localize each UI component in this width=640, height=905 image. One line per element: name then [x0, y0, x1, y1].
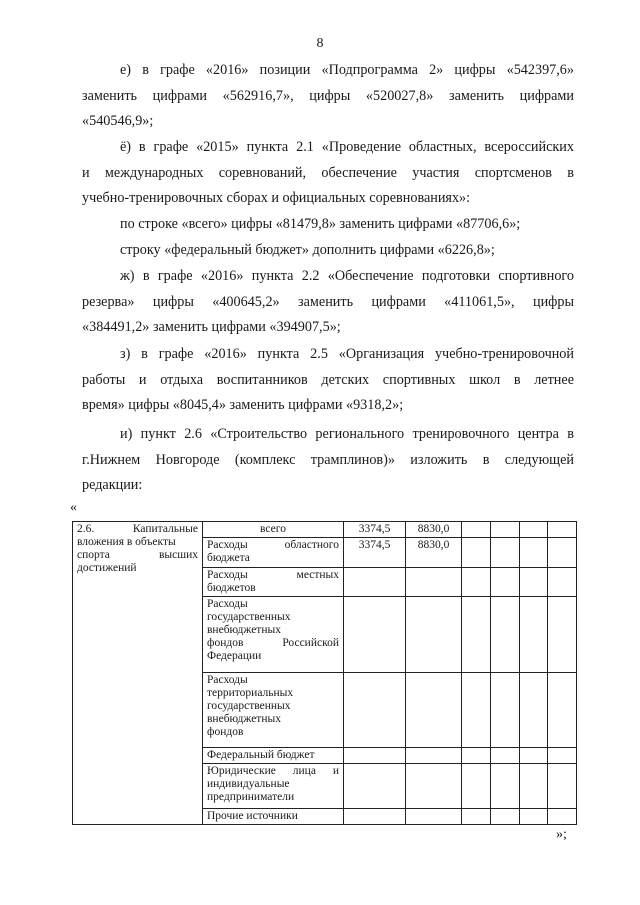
- category-cell: Расходы государственных внебюджетных фондов Российской Федерации: [203, 597, 344, 673]
- category-cell: Расходы местных бюджетов: [203, 568, 344, 597]
- value-2015-cell: [344, 809, 406, 825]
- paragraph-i: и) пункт 2.6 «Строительство регионального тренировочного центра в г.Нижнем Новгороде (комплекс трамплинов)» изложить в следующей редакции:: [82, 426, 574, 493]
- value-2016-cell: [406, 764, 462, 809]
- paragraph-vsego: по строке «всего» цифры «81479,8» заменить цифрами «87706,6»;: [120, 216, 521, 232]
- value-2016-cell: [406, 748, 462, 764]
- quote-open: «: [70, 500, 77, 515]
- category-cell: всего: [203, 522, 344, 538]
- value-2015-cell: [344, 748, 406, 764]
- page-number: 8: [316, 36, 324, 51]
- quote-close: »;: [556, 827, 567, 842]
- value-2016-cell: 8830,0: [406, 538, 462, 568]
- category-cell: Расходы территориальных государственных внебюджетных фондов: [203, 673, 344, 748]
- value-2016-cell: [406, 809, 462, 825]
- value-2015-cell: [344, 764, 406, 809]
- paragraph-z: з) в графе «2016» пункта 2.5 «Организация учебно-тренировочной работы и отдыха воспитанников детских спортивных школ в летнее время» цифры «8045,4» заменить цифрами «9318,2»;: [82, 346, 574, 413]
- value-2016-cell: 8830,0: [406, 522, 462, 538]
- program-table: [72, 521, 577, 825]
- value-2015-cell: 3374,5: [344, 538, 406, 568]
- value-2015-cell: 3374,5: [344, 522, 406, 538]
- value-2016-cell: [406, 673, 462, 748]
- value-2015-cell: [344, 568, 406, 597]
- value-2016-cell: [406, 568, 462, 597]
- category-cell: Прочие источники: [203, 809, 344, 825]
- paragraph-e: е) в графе «2016» позиции «Подпрограмма 2» цифры «542397,6» заменить цифрами «562916,7», цифры «520027,8» заменить цифрами «540546,9»;: [82, 62, 574, 129]
- category-cell: Юридические лица и индивидуальные предприниматели: [203, 764, 344, 809]
- category-cell: Федеральный бюджет: [203, 748, 344, 764]
- table-row: [73, 522, 577, 538]
- paragraph-federal: строку «федеральный бюджет» дополнить цифрами «6226,8»;: [120, 242, 495, 258]
- paragraph-yo: ё) в графе «2015» пункта 2.1 «Проведение областных, всероссийских и международных соревнований, обеспечение участия спортсменов в учебно-тренировочных сборах и официальных соревнованиях»:: [82, 139, 574, 206]
- category-cell: Расходы областного бюджета: [203, 538, 344, 568]
- item-cell: 2.6. Капитальные вложения в объекты спорта высших достижений: [73, 522, 203, 825]
- paragraph-zh: ж) в графе «2016» пункта 2.2 «Обеспечение подготовки спортивного резерва» цифры «400645,2» заменить цифрами «411061,5», цифры «384491,2» заменить цифрами «394907,5»;: [82, 268, 574, 335]
- value-2015-cell: [344, 673, 406, 748]
- value-2015-cell: [344, 597, 406, 673]
- value-2016-cell: [406, 597, 462, 673]
